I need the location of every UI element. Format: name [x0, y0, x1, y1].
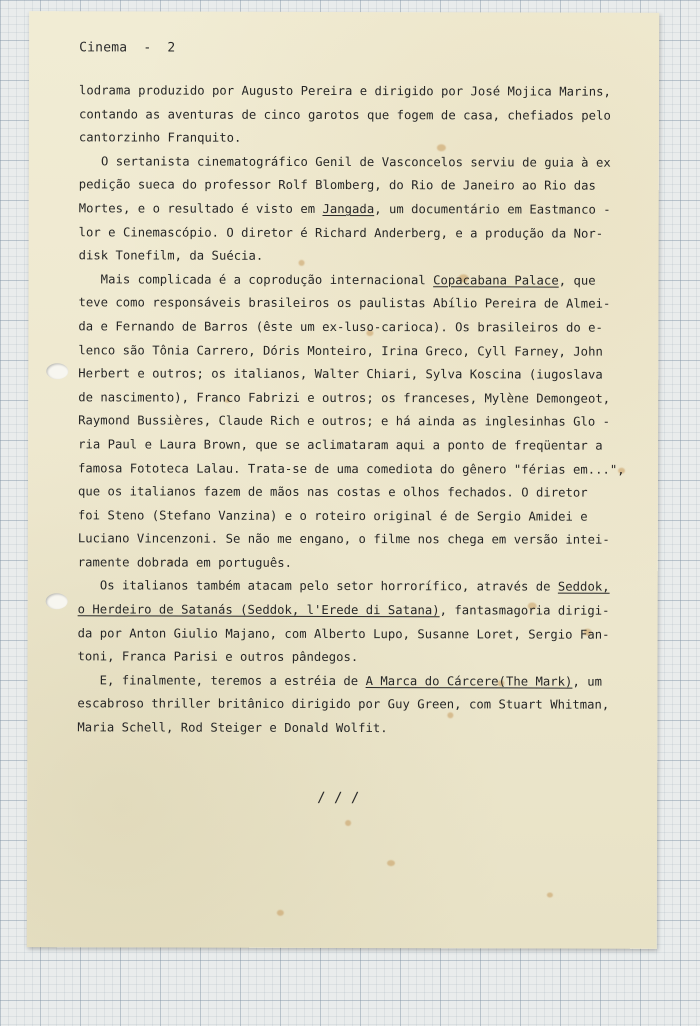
underlined-title: A Marca do Cárcere(The Mark) — [365, 673, 573, 689]
text-line — [78, 622, 638, 647]
end-mark: / / / — [317, 789, 360, 807]
text-line — [79, 79, 639, 104]
document-body — [77, 79, 639, 741]
text-line — [78, 457, 638, 482]
text-segment: , um — [572, 674, 603, 689]
text-segment: escabroso thriller britânico dirigido por Guy Green, com Stuart Whitman, — [77, 696, 610, 713]
text-segment: famosa Fototeca Lalau. Trata-se de uma comediota do gênero "férias em...", — [78, 460, 625, 477]
text-segment: E, finalmente, teremos a estréia de — [77, 673, 366, 688]
text-line — [79, 126, 639, 151]
text-segment: Raymond Bussières, Claude Rich e outros; e há ainda as inglesinhas Glo - — [78, 413, 611, 430]
text-segment: lor e Cinemascópio. O diretor é Richard Anderberg, e a produção da Nor- — [78, 224, 604, 241]
foxing-spot — [345, 820, 351, 826]
text-segment: Os italianos também atacam pelo setor horrorífico, através de — [77, 578, 558, 595]
text-line — [78, 410, 638, 435]
page-header: Cinema - 2 — [79, 40, 176, 56]
underlined-title: Copacabana Palace — [433, 272, 559, 288]
text-segment: ria Paul e Laura Brown, que se aclimataram aqui a ponto de freqüentar a — [78, 437, 603, 453]
text-segment: da por Anton Giulio Majano, com Alberto Lupo, Susanne Loret, Sergio Fan- — [77, 625, 610, 642]
text-segment: Herbert e outros; os italianos, Walter Chiari, Sylva Koscina (iugoslava — [78, 366, 603, 382]
text-segment: da e Fernando de Barros (êste um ex-luso-carioca). Os brasileiros do e- — [78, 319, 603, 335]
text-line — [78, 339, 638, 364]
text-segment: O sertanista cinematográfico Genil de Vasconcelos serviu de guia à ex — [78, 154, 611, 170]
text-segment: de nascimento), Franco Fabrizi e outros; os franceses, Mylène Demongeot, — [78, 390, 611, 406]
typewritten-page — [27, 11, 659, 949]
text-line — [79, 103, 639, 128]
text-segment: pedição sueca do professor Rolf Blomberg, do Rio de Janeiro ao Rio das — [78, 177, 596, 194]
text-line — [77, 669, 637, 694]
text-segment: lodrama produzido por Augusto Pereira e dirigido por José Mojica Marins, — [79, 83, 611, 99]
text-segment: lenco são Tônia Carrero, Dóris Monteiro, Irina Greco, Cyll Farney, John — [78, 342, 603, 359]
text-line — [78, 433, 638, 458]
text-line — [78, 292, 638, 317]
text-line — [79, 150, 639, 175]
text-line — [77, 693, 637, 718]
text-segment: Luciano Vincenzoni. Se não me engano, o filme nos chega em versão intei- — [77, 531, 610, 547]
text-line — [79, 197, 639, 222]
text-line — [78, 480, 638, 505]
text-segment: Mais complicada é a coprodução internacional — [78, 272, 434, 287]
text-segment: , um documentário em Eastmanco - — [374, 202, 611, 217]
foxing-spot — [547, 893, 553, 898]
text-line — [78, 386, 638, 411]
text-line — [78, 504, 638, 529]
text-segment: contando as aventuras de cinco garotos que fogem de casa, chefiados pelo — [78, 106, 611, 123]
text-line — [78, 551, 638, 576]
punch-hole-upper — [46, 363, 68, 379]
text-line — [78, 315, 638, 340]
underlined-title: Jangada — [322, 201, 375, 217]
text-segment: cantorzinho Franquito. — [78, 130, 242, 145]
foxing-spot — [387, 860, 395, 866]
text-segment: Maria Schell, Rod Steiger e Donald Wolfit. — [77, 720, 388, 736]
text-segment: , fantasmagoria dirigi- — [439, 603, 610, 618]
text-line — [78, 646, 638, 671]
text-line — [79, 244, 639, 269]
text-line — [78, 362, 638, 387]
text-line — [78, 268, 638, 293]
text-segment: , que — [558, 273, 596, 288]
text-segment: teve como responsáveis brasileiros os paulistas Abílio Pereira de Almei- — [78, 295, 611, 312]
text-segment: disk Tonefilm, da Suécia. — [78, 248, 264, 263]
text-line — [79, 221, 639, 246]
underlined-title: Seddok, — [557, 580, 610, 595]
text-line — [79, 174, 639, 199]
text-segment: Mortes, e o resultado é visto em — [78, 201, 323, 216]
text-segment: foi Steno (Stefano Vanzina) e o roteiro original é de Sergio Amidei e — [77, 507, 588, 524]
text-segment: ramente dobrada em português. — [77, 555, 293, 570]
text-line — [77, 716, 637, 741]
text-line — [78, 528, 638, 553]
foxing-spot — [277, 910, 284, 916]
text-segment: que os italianos fazem de mãos nas costas e olhos fechados. O diretor — [77, 484, 588, 500]
text-segment: toni, Franca Parisi e outros pândegos. — [77, 649, 359, 665]
text-line — [78, 598, 638, 623]
punch-hole-lower — [46, 593, 68, 609]
text-line — [78, 575, 638, 600]
underlined-title: o Herdeiro de Satanás (Seddok, l'Erede di Satana) — [77, 602, 440, 618]
